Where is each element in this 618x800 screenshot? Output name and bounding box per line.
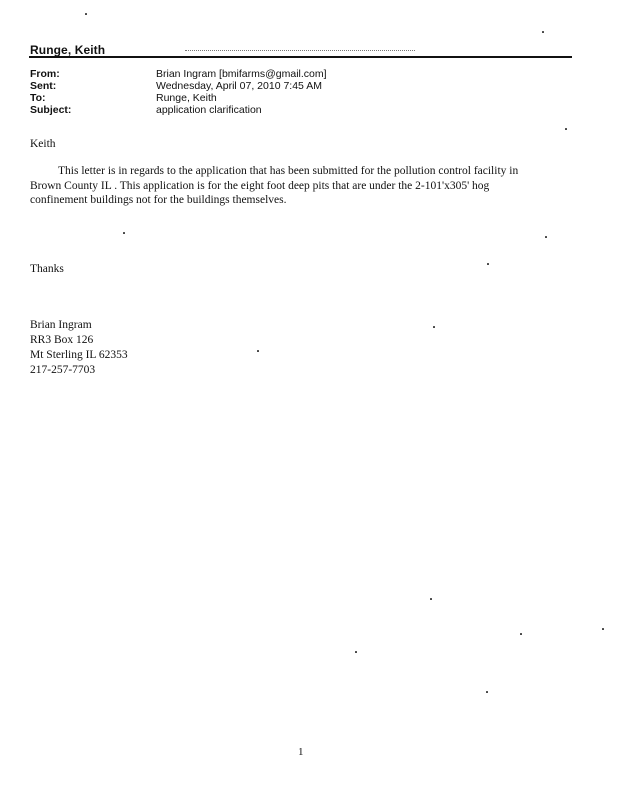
- page-number: 1: [298, 746, 304, 758]
- scan-speck: [85, 13, 87, 15]
- mailbox-owner-name: Runge, Keith: [30, 43, 106, 57]
- sent-value: Wednesday, April 07, 2010 7:45 AM: [156, 80, 322, 92]
- header-sent-row: [30, 80, 570, 92]
- scan-speck: [433, 326, 435, 328]
- scan-speck: [602, 628, 604, 630]
- from-value: Brian Ingram [bmifarms@gmail.com]: [156, 68, 327, 80]
- scan-speck: [487, 263, 489, 265]
- from-label: From:: [30, 68, 60, 80]
- scan-speck: [565, 128, 567, 130]
- signature-name: Brian Ingram: [30, 319, 92, 331]
- signature-phone: 217-257-7703: [30, 364, 96, 376]
- header-divider: [29, 56, 572, 58]
- scan-speck: [545, 236, 547, 238]
- scan-speck: [430, 598, 432, 600]
- header-subject-row: [30, 104, 570, 116]
- scan-speck: [355, 651, 357, 653]
- paragraph-line: confinement buildings not for the buildings themselves.: [30, 194, 287, 206]
- signature-address-line: RR3 Box 126: [30, 334, 94, 346]
- scan-speck: [257, 350, 259, 352]
- scan-speck: [123, 232, 125, 234]
- body-paragraph: [30, 164, 518, 208]
- paragraph-line: Brown County IL . This application is for the eight foot deep pits that are under the 2-101'x305' hog: [30, 179, 490, 192]
- scan-speck: [520, 633, 522, 635]
- paragraph-line: This letter is in regards to the application that has been submitted for the pollution control facility in: [58, 165, 519, 177]
- subject-value: application clarification: [156, 104, 262, 116]
- signature-block: [30, 318, 128, 378]
- to-label: To:: [30, 92, 46, 104]
- scan-speck: [542, 31, 544, 33]
- header-from-row: [30, 68, 570, 80]
- sent-label: Sent:: [30, 80, 57, 92]
- header-faint-rule: [185, 50, 415, 51]
- header-to-row: [30, 92, 570, 104]
- closing: Thanks: [30, 263, 64, 275]
- signature-city-line: Mt Sterling IL 62353: [30, 349, 128, 361]
- to-value: Runge, Keith: [156, 92, 217, 104]
- subject-label: Subject:: [30, 104, 72, 116]
- scan-speck: [486, 691, 488, 693]
- greeting: Keith: [30, 138, 56, 150]
